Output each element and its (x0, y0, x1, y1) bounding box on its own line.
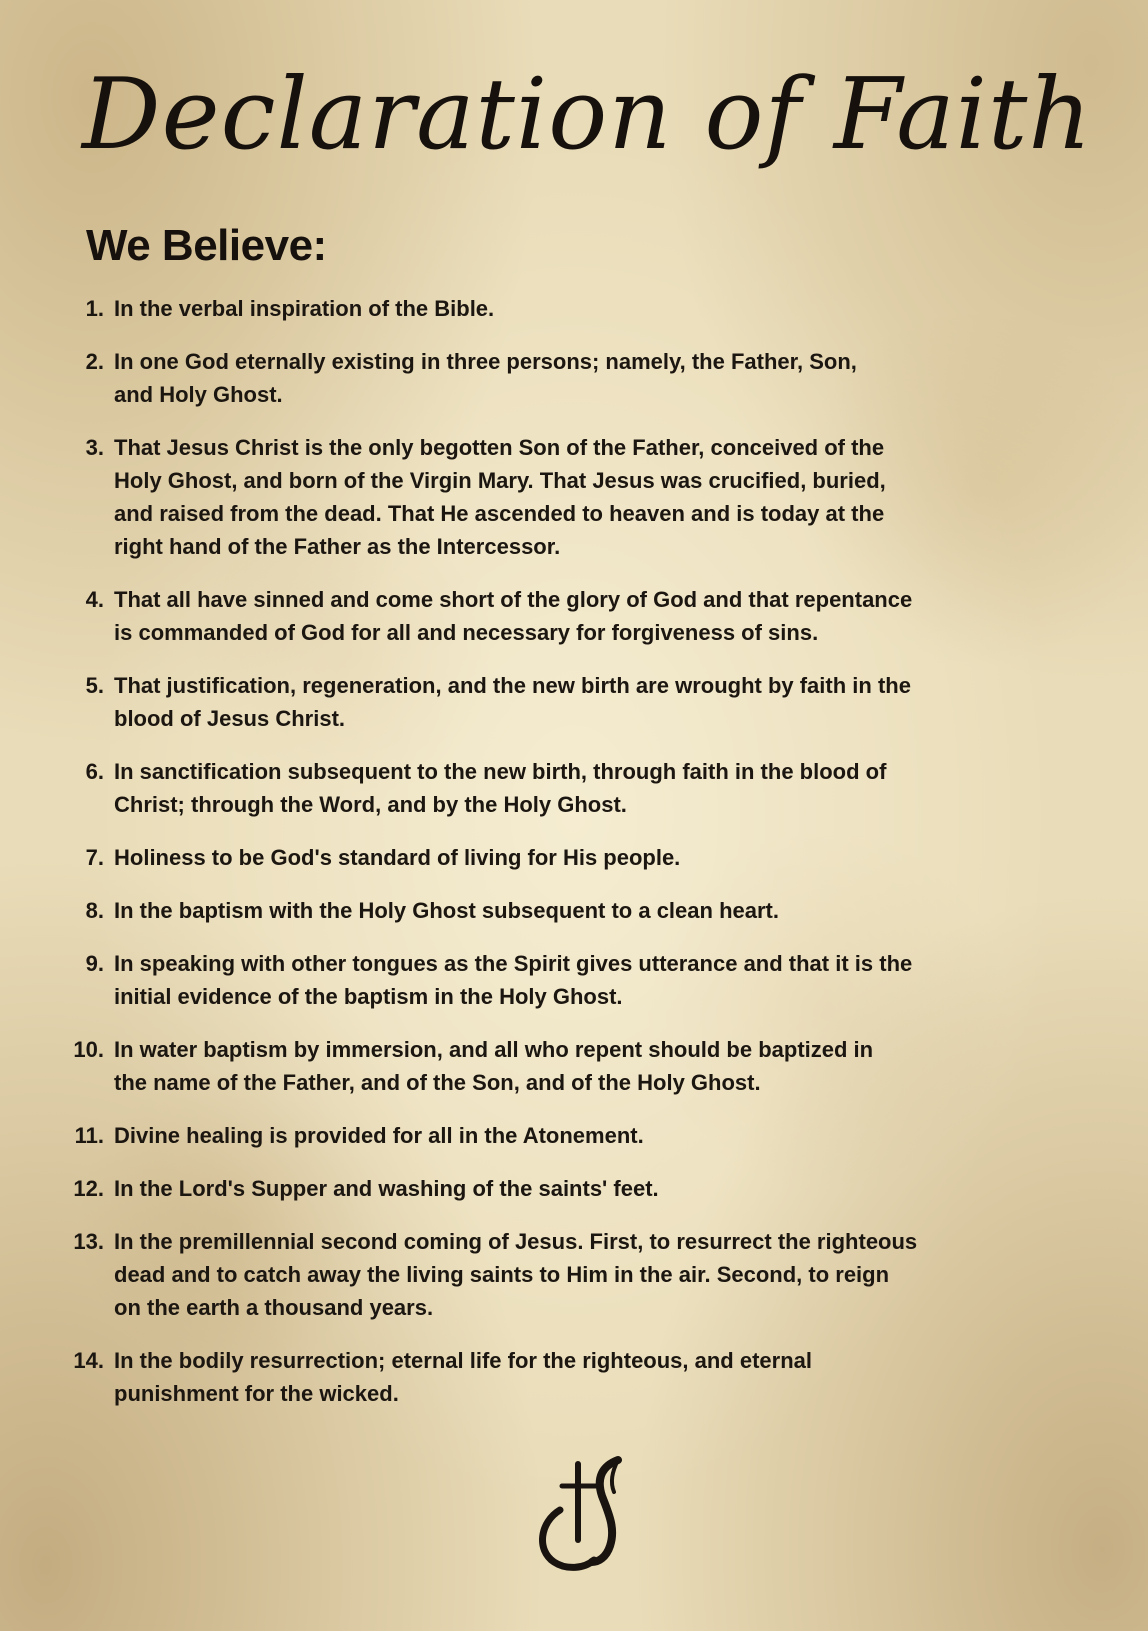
item-number: 13. (73, 1229, 104, 1254)
item-text: In speaking with other tongues as the Spirit gives utterance and that it is the initial evidence of the baptism in the Holy Ghost. (114, 951, 913, 1009)
list-item (66, 669, 1096, 735)
item-text: In one God eternally existing in three persons; namely, the Father, Son, and Holy Ghost. (114, 349, 857, 407)
item-number: 4. (85, 587, 104, 612)
item-text: In the Lord's Supper and washing of the saints' feet. (114, 1176, 659, 1201)
list-item (66, 755, 1096, 821)
item-number: 12. (73, 1176, 104, 1201)
item-number: 10. (73, 1037, 104, 1062)
list-item (66, 345, 1096, 411)
item-number: 7. (85, 845, 104, 870)
list-item (66, 1119, 1096, 1152)
item-text: In the premillennial second coming of Jesus. First, to resurrect the righteous dead and to catch away the living saints to Him in the air. Second, to reign on the earth a thousand years. (114, 1229, 918, 1320)
item-number: 6. (85, 759, 104, 784)
item-text: Divine healing is provided for all in the Atonement. (114, 1123, 644, 1148)
list-item (66, 947, 1096, 1013)
item-number: 3. (85, 435, 104, 460)
item-text: In the baptism with the Holy Ghost subsequent to a clean heart. (114, 898, 779, 923)
list-item (66, 431, 1096, 563)
cross-flame-emblem-icon (532, 1452, 632, 1572)
item-text: That Jesus Christ is the only begotten Son of the Father, conceived of the Holy Ghost, and born of the Virgin Mary. That Jesus was crucified, buried, and raised from the dead. That He ascended to heaven and is today at the right hand of the Father as the Intercessor. (114, 435, 886, 559)
document-subtitle: We Believe: (86, 221, 327, 270)
item-text: In sanctification subsequent to the new birth, through faith in the blood of Christ; through the Word, and by the Holy Ghost. (114, 759, 887, 817)
item-number: 8. (85, 898, 104, 923)
item-number: 14. (73, 1348, 104, 1373)
list-item (66, 841, 1096, 874)
item-text: That justification, regeneration, and the new birth are wrought by faith in the blood of Jesus Christ. (114, 673, 911, 731)
item-number: 9. (85, 951, 104, 976)
item-text: In water baptism by immersion, and all who repent should be baptized in the name of the Father, and of the Son, and of the Holy Ghost. (114, 1037, 874, 1095)
item-number: 11. (74, 1123, 104, 1148)
list-item (66, 894, 1096, 927)
item-text: That all have sinned and come short of the glory of God and that repentance is commanded of God for all and necessary for forgiveness of sins. (114, 587, 913, 645)
item-number: 2. (85, 349, 104, 374)
item-text: In the bodily resurrection; eternal life for the righteous, and eternal punishment for the wicked. (114, 1348, 813, 1406)
list-item (66, 583, 1096, 649)
item-text: In the verbal inspiration of the Bible. (114, 296, 495, 321)
document-title: Declaration of Faith (82, 58, 1093, 172)
articles-list (66, 292, 1096, 1430)
list-item (66, 292, 1096, 325)
item-number: 5. (85, 673, 104, 698)
list-item (66, 1172, 1096, 1205)
list-item (66, 1344, 1096, 1410)
item-text: Holiness to be God's standard of living for His people. (114, 845, 681, 870)
list-item (66, 1225, 1096, 1324)
item-number: 1. (85, 296, 104, 321)
list-item (66, 1033, 1096, 1099)
